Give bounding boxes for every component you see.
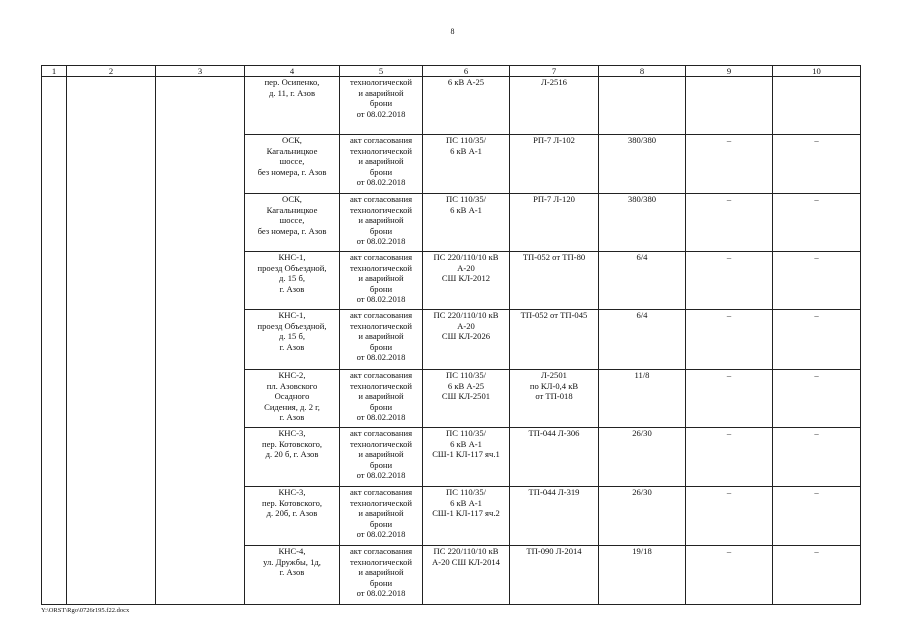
cell-line: РП-7 Л-120 bbox=[533, 194, 575, 204]
cell-line: 6 кВ А-25 bbox=[447, 380, 485, 391]
cell-c9: – bbox=[686, 546, 773, 605]
cell-c10: – bbox=[773, 135, 861, 194]
cell-line: ПС 110/35/ bbox=[445, 194, 487, 204]
cell-line: технологической bbox=[349, 77, 413, 87]
table-row bbox=[42, 546, 861, 605]
header-row bbox=[42, 66, 861, 77]
cell-c7 bbox=[510, 546, 599, 605]
cell-line: и аварийной bbox=[358, 449, 404, 459]
cell-line: акт согласования bbox=[349, 487, 413, 497]
cell-line: без номера, г. Азов bbox=[257, 166, 327, 177]
cell-line: брони bbox=[369, 283, 393, 294]
cell-line: Кагальницкое bbox=[266, 204, 318, 215]
cell-line: 6 кВ А-1 bbox=[450, 204, 482, 215]
column-header-6: 6 bbox=[423, 66, 510, 77]
cell-line: КНС-3, bbox=[278, 487, 306, 497]
cell-c10: – bbox=[773, 487, 861, 546]
blank-cell-col-1 bbox=[42, 546, 67, 605]
cell-line: КНС-2, bbox=[278, 370, 306, 380]
cell-line: акт согласования bbox=[349, 252, 413, 262]
cell-c8: 26/30 bbox=[599, 487, 686, 546]
cell-line: ОСК, bbox=[282, 194, 302, 204]
cell-line: Сидения, д. 2 г, bbox=[264, 401, 320, 412]
blank-cell-col-1 bbox=[42, 310, 67, 370]
cell-line: акт согласования bbox=[349, 370, 413, 380]
cell-line: А-20 bbox=[457, 320, 475, 331]
cell-c9: – bbox=[686, 310, 773, 370]
cell-line: КНС-1, bbox=[278, 310, 306, 320]
cell-line: КНС-4, bbox=[278, 546, 306, 556]
cell-line: Осадного bbox=[274, 391, 310, 401]
table-row bbox=[42, 77, 861, 135]
blank-cell-col-2 bbox=[67, 428, 156, 487]
cell-line: ПС 220/110/10 кВ bbox=[433, 310, 499, 320]
cell-line: КНС-3, bbox=[278, 428, 306, 438]
table-row bbox=[42, 194, 861, 252]
cell-c8 bbox=[599, 77, 686, 135]
cell-line: ТП-052 от ТП-80 bbox=[522, 252, 586, 262]
cell-line: СШ КЛ-2501 bbox=[441, 391, 491, 401]
cell-c5 bbox=[340, 194, 423, 252]
cell-c6 bbox=[423, 428, 510, 487]
cell-line: технологической bbox=[349, 262, 413, 273]
cell-c10 bbox=[773, 77, 861, 135]
cell-line: А-20 СШ КЛ-2014 bbox=[432, 556, 500, 567]
cell-c8: 26/30 bbox=[599, 428, 686, 487]
cell-c10: – bbox=[773, 546, 861, 605]
cell-line: ПС 110/35/ bbox=[445, 428, 487, 438]
column-header-8: 8 bbox=[599, 66, 686, 77]
cell-c5 bbox=[340, 77, 423, 135]
table-row bbox=[42, 428, 861, 487]
cell-line: ПС 220/110/10 кВ bbox=[433, 252, 499, 262]
table-row bbox=[42, 487, 861, 546]
cell-c9 bbox=[686, 77, 773, 135]
cell-c7 bbox=[510, 252, 599, 310]
cell-c7 bbox=[510, 310, 599, 370]
cell-line: СШ КЛ-2026 bbox=[441, 331, 491, 341]
cell-line: пл. Азовского bbox=[266, 380, 318, 391]
blank-cell-col-3 bbox=[156, 135, 245, 194]
cell-c10: – bbox=[773, 370, 861, 428]
cell-line: технологической bbox=[349, 204, 413, 215]
blank-cell-col-2 bbox=[67, 77, 156, 135]
blank-cell-col-1 bbox=[42, 135, 67, 194]
cell-line: брони bbox=[369, 459, 393, 470]
cell-line: акт согласования bbox=[349, 546, 413, 556]
blank-cell-col-3 bbox=[156, 428, 245, 487]
cell-c10: – bbox=[773, 252, 861, 310]
table-row bbox=[42, 310, 861, 370]
cell-c8: 380/380 bbox=[599, 194, 686, 252]
cell-line: и аварийной bbox=[358, 156, 404, 166]
cell-c8: 6/4 bbox=[599, 310, 686, 370]
blank-cell-col-2 bbox=[67, 370, 156, 428]
cell-line: технологической bbox=[349, 438, 413, 449]
cell-c4 bbox=[245, 252, 340, 310]
blank-cell-col-1 bbox=[42, 487, 67, 546]
footer-file-path: Y:\ORST\Rgo\0726r195.f22.docx bbox=[41, 607, 130, 614]
cell-c10: – bbox=[773, 428, 861, 487]
cell-c4 bbox=[245, 135, 340, 194]
column-header-3: 3 bbox=[156, 66, 245, 77]
cell-c7 bbox=[510, 370, 599, 428]
cell-line: шоссе, bbox=[279, 156, 305, 166]
cell-line: 6 кВ А-1 bbox=[450, 497, 482, 508]
cell-line: проезд Объездной, bbox=[257, 262, 327, 273]
cell-line: от 08.02.2018 bbox=[356, 588, 406, 598]
cell-line: по КЛ-0,4 кВ bbox=[529, 380, 579, 391]
blank-cell-col-3 bbox=[156, 546, 245, 605]
cell-line: проезд Объездной, bbox=[257, 320, 327, 331]
cell-c4 bbox=[245, 428, 340, 487]
cell-c9: – bbox=[686, 194, 773, 252]
cell-c9: – bbox=[686, 428, 773, 487]
cell-line: РП-7 Л-102 bbox=[533, 135, 575, 145]
cell-line: пер. Котовского, bbox=[261, 438, 323, 449]
cell-line: ПС 110/35/ bbox=[445, 135, 487, 145]
cell-line: д. 11, г. Азов bbox=[269, 87, 315, 98]
cell-line: шоссе, bbox=[279, 215, 305, 225]
blank-cell-col-1 bbox=[42, 77, 67, 135]
column-header-9: 9 bbox=[686, 66, 773, 77]
table-row bbox=[42, 135, 861, 194]
cell-line: брони bbox=[369, 341, 393, 352]
cell-line: г. Азов bbox=[279, 283, 305, 294]
cell-line: Кагальницкое bbox=[266, 145, 318, 156]
cell-c8: 19/18 bbox=[599, 546, 686, 605]
cell-c9: – bbox=[686, 487, 773, 546]
cell-c5 bbox=[340, 252, 423, 310]
column-header-2: 2 bbox=[67, 66, 156, 77]
column-header-7: 7 bbox=[510, 66, 599, 77]
cell-line: ул. Дружбы, 1д, bbox=[263, 556, 321, 567]
cell-c10: – bbox=[773, 194, 861, 252]
cell-line: г. Азов bbox=[279, 567, 305, 577]
blank-cell-col-2 bbox=[67, 487, 156, 546]
cell-line: и аварийной bbox=[358, 508, 404, 518]
cell-line: пер. Котовского, bbox=[261, 497, 323, 508]
blank-cell-col-1 bbox=[42, 428, 67, 487]
cell-line: брони bbox=[369, 225, 393, 236]
cell-line: А-20 bbox=[457, 262, 475, 273]
blank-cell-col-3 bbox=[156, 252, 245, 310]
cell-c6 bbox=[423, 370, 510, 428]
cell-line: Л-2516 bbox=[541, 77, 567, 87]
cell-c8: 6/4 bbox=[599, 252, 686, 310]
column-header-1: 1 bbox=[42, 66, 67, 77]
cell-c4 bbox=[245, 194, 340, 252]
cell-line: и аварийной bbox=[358, 331, 404, 341]
cell-line: технологической bbox=[349, 320, 413, 331]
cell-line: технологической bbox=[349, 497, 413, 508]
cell-c7 bbox=[510, 428, 599, 487]
table-row bbox=[42, 252, 861, 310]
cell-line: ОСК, bbox=[282, 135, 302, 145]
cell-line: и аварийной bbox=[358, 215, 404, 225]
cell-line: брони bbox=[369, 518, 393, 529]
cell-line: СШ-1 КЛ-117 яч.2 bbox=[432, 508, 500, 518]
cell-line: технологической bbox=[349, 145, 413, 156]
cell-line: от 08.02.2018 bbox=[356, 529, 406, 539]
cell-line: от 08.02.2018 bbox=[356, 108, 406, 119]
cell-line: акт согласования bbox=[349, 310, 413, 320]
cell-c9: – bbox=[686, 370, 773, 428]
cell-line: ТП-044 Л-319 bbox=[528, 487, 580, 497]
page-number: 8 bbox=[450, 27, 455, 36]
cell-c4 bbox=[245, 310, 340, 370]
cell-line: Л-2501 bbox=[541, 370, 567, 380]
cell-line: ПС 110/35/ bbox=[445, 487, 487, 497]
cell-c7 bbox=[510, 135, 599, 194]
cell-line: СШ-1 КЛ-117 яч.1 bbox=[432, 449, 500, 459]
cell-line: и аварийной bbox=[358, 87, 404, 98]
cell-c6 bbox=[423, 546, 510, 605]
cell-line: ТП-090 Л-2014 bbox=[526, 546, 582, 556]
cell-c4 bbox=[245, 487, 340, 546]
blank-cell-col-1 bbox=[42, 252, 67, 310]
column-header-4: 4 bbox=[245, 66, 340, 77]
cell-c6 bbox=[423, 135, 510, 194]
cell-line: от ТП-018 bbox=[535, 391, 573, 401]
cell-line: д. 15 б, bbox=[279, 273, 305, 283]
cell-c6 bbox=[423, 310, 510, 370]
blank-cell-col-2 bbox=[67, 194, 156, 252]
cell-line: брони bbox=[369, 577, 393, 588]
cell-line: ПС 110/35/ bbox=[445, 370, 487, 380]
cell-line: технологической bbox=[349, 380, 413, 391]
cell-line: 6 кВ А-1 bbox=[450, 145, 482, 156]
cell-line: ТП-052 от ТП-045 bbox=[520, 310, 588, 320]
data-table bbox=[41, 65, 861, 605]
cell-line: без номера, г. Азов bbox=[257, 225, 327, 236]
column-header-10: 10 bbox=[773, 66, 861, 77]
cell-line: акт согласования bbox=[349, 135, 413, 145]
blank-cell-col-3 bbox=[156, 370, 245, 428]
column-header-5: 5 bbox=[340, 66, 423, 77]
cell-c9: – bbox=[686, 252, 773, 310]
blank-cell-col-3 bbox=[156, 310, 245, 370]
cell-line: пер. Осипенко, bbox=[264, 77, 320, 87]
blank-cell-col-2 bbox=[67, 310, 156, 370]
cell-line: технологической bbox=[349, 556, 413, 567]
cell-line: от 08.02.2018 bbox=[356, 294, 406, 304]
cell-line: брони bbox=[369, 166, 393, 177]
cell-c5 bbox=[340, 370, 423, 428]
cell-line: от 08.02.2018 bbox=[356, 236, 406, 246]
cell-line: от 08.02.2018 bbox=[356, 352, 406, 362]
blank-cell-col-3 bbox=[156, 487, 245, 546]
cell-c5 bbox=[340, 487, 423, 546]
cell-line: от 08.02.2018 bbox=[356, 412, 406, 422]
cell-c6 bbox=[423, 77, 510, 135]
blank-cell-col-3 bbox=[156, 194, 245, 252]
cell-line: ТП-044 Л-306 bbox=[528, 428, 580, 438]
blank-cell-col-1 bbox=[42, 194, 67, 252]
cell-c6 bbox=[423, 252, 510, 310]
cell-line: акт согласования bbox=[349, 194, 413, 204]
cell-line: акт согласования bbox=[349, 428, 413, 438]
cell-line: брони bbox=[369, 401, 393, 412]
cell-c6 bbox=[423, 194, 510, 252]
cell-line: КНС-1, bbox=[278, 252, 306, 262]
cell-c10: – bbox=[773, 310, 861, 370]
cell-line: г. Азов bbox=[279, 412, 305, 422]
cell-c4 bbox=[245, 546, 340, 605]
cell-c4 bbox=[245, 370, 340, 428]
cell-c7 bbox=[510, 487, 599, 546]
cell-line: д. 20б, г. Азов bbox=[266, 508, 318, 518]
cell-line: 6 кВ А-1 bbox=[450, 438, 482, 449]
cell-line: СШ КЛ-2012 bbox=[441, 273, 491, 283]
cell-line: от 08.02.2018 bbox=[356, 177, 406, 187]
blank-cell-col-2 bbox=[67, 135, 156, 194]
cell-line: г. Азов bbox=[279, 341, 305, 352]
cell-c6 bbox=[423, 487, 510, 546]
cell-c7 bbox=[510, 194, 599, 252]
blank-cell-col-1 bbox=[42, 370, 67, 428]
cell-c5 bbox=[340, 135, 423, 194]
cell-line: брони bbox=[369, 98, 393, 108]
blank-cell-col-2 bbox=[67, 546, 156, 605]
cell-c8: 380/380 bbox=[599, 135, 686, 194]
blank-cell-col-2 bbox=[67, 252, 156, 310]
cell-line: от 08.02.2018 bbox=[356, 470, 406, 480]
cell-line: и аварийной bbox=[358, 567, 404, 577]
cell-c5 bbox=[340, 310, 423, 370]
cell-c5 bbox=[340, 546, 423, 605]
table-row bbox=[42, 370, 861, 428]
cell-c4 bbox=[245, 77, 340, 135]
blank-cell-col-3 bbox=[156, 77, 245, 135]
cell-c8: 11/8 bbox=[599, 370, 686, 428]
cell-line: и аварийной bbox=[358, 273, 404, 283]
cell-line: д. 15 б, bbox=[279, 331, 305, 341]
cell-c5 bbox=[340, 428, 423, 487]
cell-line: д. 20 б, г. Азов bbox=[265, 449, 319, 459]
cell-c7 bbox=[510, 77, 599, 135]
cell-c9: – bbox=[686, 135, 773, 194]
cell-line: 6 кВ А-25 bbox=[447, 77, 485, 87]
cell-line: и аварийной bbox=[358, 391, 404, 401]
cell-line: ПС 220/110/10 кВ bbox=[433, 546, 499, 556]
